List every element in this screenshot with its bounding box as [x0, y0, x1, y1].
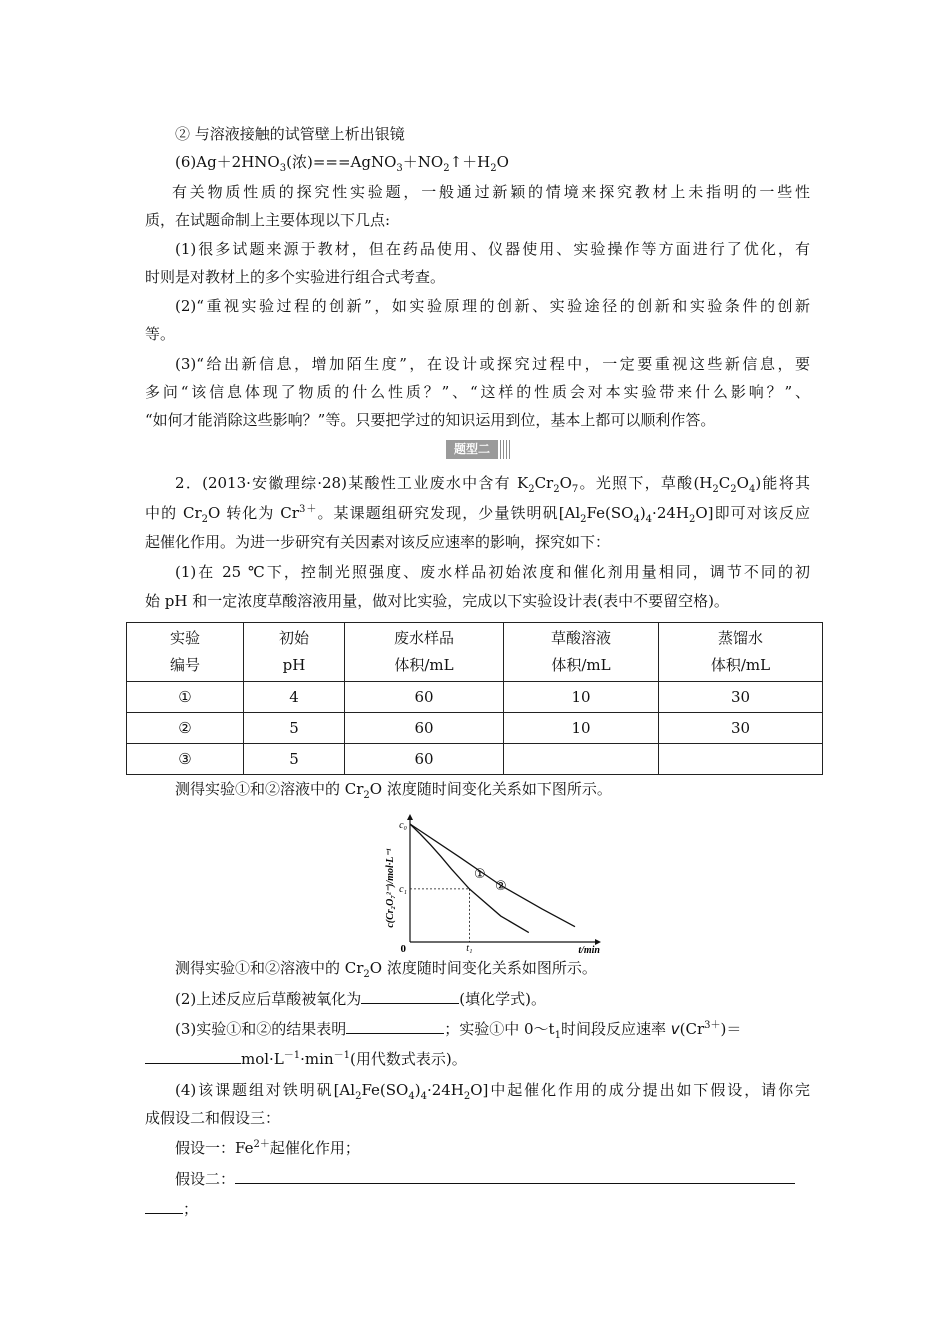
table-cell-blank [504, 744, 659, 775]
table-cell: ③ [127, 744, 244, 775]
question-line: 起催化作用。为进一步研究有关因素对该反应速率的影响，探究如下： [145, 533, 611, 551]
question-line: 成假设二和假设三： [145, 1109, 281, 1127]
table-row [127, 744, 823, 775]
figure-caption: 测得实验①和②溶液中的 $Cr_2O$ 浓度随时间变化关系如图所示。 [175, 959, 597, 980]
answer-blank[interactable] [145, 1048, 241, 1064]
answer-blank[interactable] [361, 988, 459, 1004]
banner-stripes [500, 440, 510, 459]
table-header-row [127, 623, 823, 682]
question-line: (1)在 25 ℃下，控制光照强度、废水样品初始浓度和催化剂用量相同，调节不同的初 [175, 563, 810, 581]
table-cell: ① [127, 682, 244, 713]
table-cell: 60 [345, 682, 504, 713]
hypothesis-2-blank-end[interactable] [145, 1198, 183, 1214]
table-cell: 30 [659, 682, 823, 713]
hypothesis-2: 假设二： [175, 1168, 810, 1189]
equation-6: $(6)Ag+2HNO_3$(浓)$===AgNO_3+NO_2↑+H_2O$ [175, 153, 509, 174]
table-header-cell: 蒸馏水 体积/mL [659, 623, 823, 682]
y-tick-c0: c₀ [399, 820, 407, 831]
origin-label: 0 [400, 943, 406, 955]
text-line: “如何才能消除这些影响？”等。只要把学过的知识运用到位，基本上都可以顺利作答。 [145, 411, 716, 429]
table-cell: 10 [504, 713, 659, 744]
figure-caption: 测得实验①和②溶液中的 $Cr_2O$ 浓度随时间变化关系如下图所示。 [175, 780, 612, 801]
text-line: 质，在试题命制上主要体现以下几点: [145, 211, 391, 229]
concentration-time-chart [370, 810, 610, 956]
table-cell: ② [127, 713, 244, 744]
table-cell: 5 [244, 713, 345, 744]
table-header-cell: 实验 编号 [127, 623, 244, 682]
table-cell: 60 [345, 744, 504, 775]
hypothesis-1: 假设一：$Fe^{2+}$起催化作用； [175, 1139, 360, 1157]
question-line: (3)实验①和②的结果表明 ；实验①中 $0\sim t_1$时间段反应速率 $v(Cr^{3+})=$ [175, 1020, 742, 1041]
table-cell: 5 [244, 744, 345, 775]
table-header-cell: 初始 pH [244, 623, 345, 682]
x-axis-label: t/min [578, 945, 600, 956]
table-cell: 30 [659, 713, 823, 744]
text-line: (3)“给出新信息，增加陌生度”，在设计或探究过程中，一定要重视这些新信息，要 [175, 355, 810, 373]
series-label-2: ② [495, 879, 507, 894]
text-line: 等。 [145, 325, 176, 343]
question-line: 2．(2013·安徽理综·28)某酸性工业废水中含有 $K_2Cr_2O_7$。光照下，草酸$(H_2C_2O_4)$能将其 [175, 474, 810, 495]
table-cell: 10 [504, 682, 659, 713]
text-line: 有关物质性质的探究性实验题，一般通过新颖的情境来探究教材上未指明的一些性 [172, 183, 810, 201]
x-tick-t1: t₁ [466, 943, 473, 954]
question-line: 始 pH 和一定浓度草酸溶液用量，做对比实验，完成以下实验设计表(表中不要留空格)。 [145, 592, 729, 610]
text-line: (1)很多试题来源于教材，但在药品使用、仪器使用、实验操作等方面进行了优化，有 [175, 240, 810, 258]
text-line: 时则是对教材上的多个实验进行组合式考查。 [145, 268, 446, 286]
section-banner [446, 440, 510, 459]
table-row [127, 682, 823, 713]
banner-label: 题型二 [446, 440, 498, 459]
y-axis-label: c(Cr₂O₇²⁻)/mol·L⁻¹ [385, 848, 396, 928]
hypothesis-2-continued: ； [145, 1198, 810, 1219]
experiment-table [126, 622, 823, 775]
text-line: (2)“重视实验过程的创新”，如实验原理的创新、实验途径的创新和实验条件的创新 [175, 297, 810, 315]
y-tick-c1: c₁ [399, 883, 407, 895]
question-line: 中的 $Cr_2O$ 转化为 $Cr^{3+}$。某课题组研究发现，少量铁明矾$[Al_2Fe(SO_4)_4\cdot 24H_2O]$即可对该反应 [145, 504, 810, 525]
series-curve-2 [410, 824, 575, 927]
text-line: ② 与溶液接触的试管壁上析出银镜 [175, 125, 405, 143]
table-header-cell: 废水样品 体积/mL [345, 623, 504, 682]
table-cell-blank [659, 744, 823, 775]
y-axis-arrow [407, 814, 413, 820]
series-label-1: ① [474, 867, 486, 882]
table-header-cell: 草酸溶液 体积/mL [504, 623, 659, 682]
series-curve-1 [410, 824, 529, 933]
table-cell: 4 [244, 682, 345, 713]
hypothesis-2-blank[interactable] [235, 1168, 795, 1184]
question-line: (2)上述反应后草酸被氧化为 (填化学式)。 [175, 990, 546, 1008]
question-line: $mol\cdot L^{-1}\cdot\min^{-1}$(用代数式表示)。 [145, 1048, 810, 1069]
table-cell: 60 [345, 713, 504, 744]
table-row [127, 713, 823, 744]
question-line: (4)该课题组对铁明矾$[Al_2Fe(SO_4)_4\cdot 24H_2O]$中起催化作用的成分提出如下假设，请你完 [175, 1081, 810, 1102]
text-line: 多问“该信息体现了物质的什么性质？”、“这样的性质会对本实验带来什么影响？”、 [145, 383, 810, 401]
answer-blank[interactable] [346, 1018, 444, 1034]
